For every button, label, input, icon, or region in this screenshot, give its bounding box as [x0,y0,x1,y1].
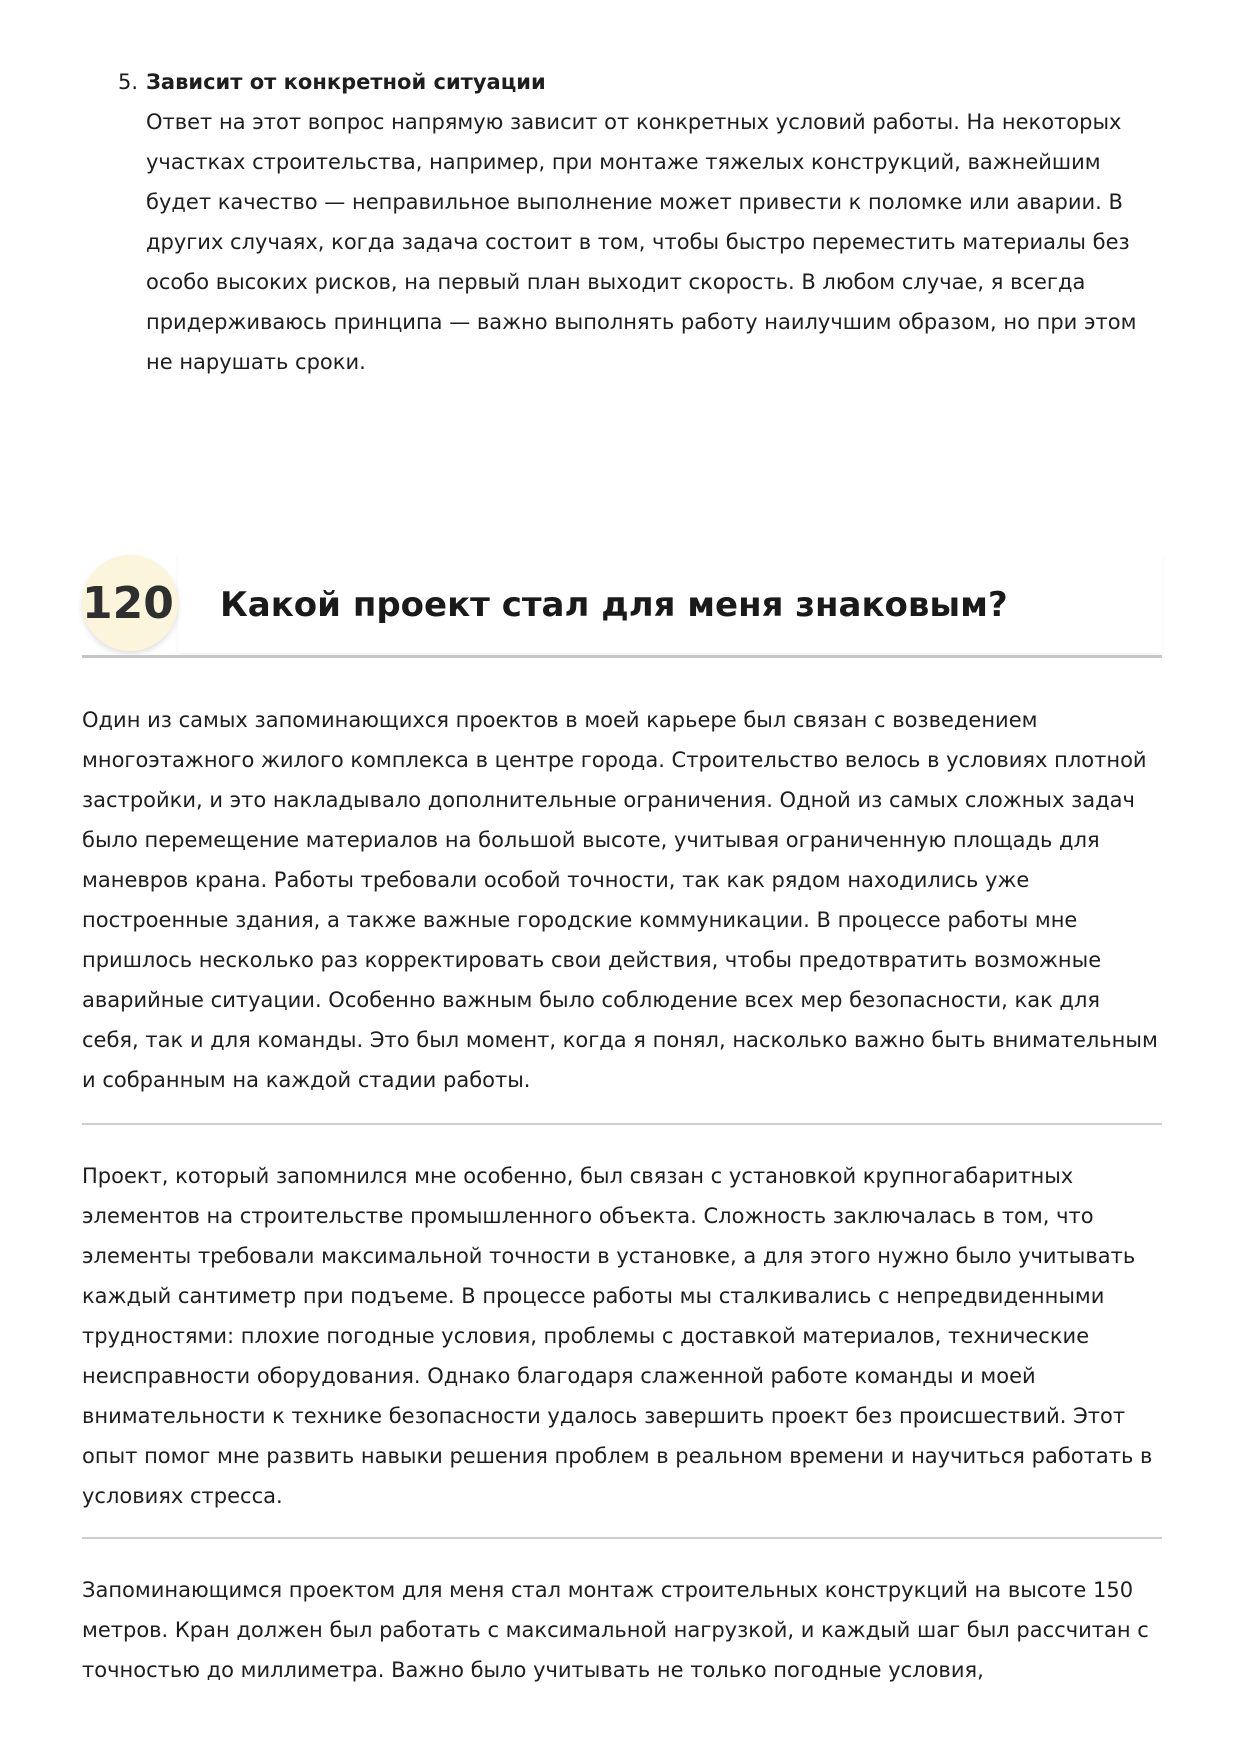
answer-paragraph-3: Запоминающимся проектом для меня стал монтаж строительных конструкций на высоте 150 метров. Кран должен был работать с максимальной нагрузкой, и каждый шаг был рассчитан с точностью до миллиметра. Важно было учитывать не только погодные условия, [82,1578,1149,1682]
answer-divider [82,1537,1162,1539]
list-item-number: 5. [118,70,139,94]
answer-paragraph-1: Один из самых запоминающихся проектов в моей карьере был связан с возведением многоэтажного жилого комплекса в центре города. Строительство велось в условиях плотной застройки, и это накладывало дополнительные ограничения. Одной из самых сложных задач было перемещение материалов на большой высоте, учитывая ограниченную площадь для маневров крана. Работы требовали особой точности, так как рядом находились уже построенные здания, а также важные городские коммуникации. В процессе работы мне пришлось несколько раз корректировать свои действия, чтобы предотвратить возможные аварийные ситуации. Особенно важным было соблюдение всех мер безопасности, как для себя, так и для команды. Это был момент, когда я понял, насколько важно быть внимательным и собранным на каждой стадии работы. [82,708,1158,1092]
question-number: 120 [82,578,174,629]
list-item-body: Ответ на этот вопрос напрямую зависит от конкретных условий работы. На некоторых участках строительства, например, при монтаже тяжелых конструкций, важнейшим будет качество — неправильное выполнение может привести к поломке или аварии. В других случаях, когда задача состоит в том, чтобы быстро переместить материалы без особо высоких рисков, на первый план выходит скорость. В любом случае, я всегда придерживаюсь принципа — важно выполнять работу наилучшим образом, но при этом не нарушать сроки. [146,110,1137,374]
question-header [82,555,1162,659]
question-title: Какой проект стал для меня знаковым? [220,585,1008,625]
answer-divider [82,1123,1162,1125]
question-header-rule [82,655,1162,658]
list-item-title: Зависит от конкретной ситуации [146,70,546,94]
answer-paragraph-2: Проект, который запомнился мне особенно, был связан с установкой крупногабаритных элементов на строительстве промышленного объекта. Сложность заключалась в том, что элементы требовали максимальной точности в установке, а для этого нужно было учитывать каждый сантиметр при подъеме. В процессе работы мы сталкивались с непредвиденными трудностями: плохие погодные условия, проблемы с доставкой материалов, технические неисправности оборудования. Однако благодаря слаженной работе команды и моей внимательности к технике безопасности удалось завершить проект без происшествий. Этот опыт помог мне развить навыки решения проблем в реальном времени и научиться работать в условиях стресса. [82,1164,1153,1508]
